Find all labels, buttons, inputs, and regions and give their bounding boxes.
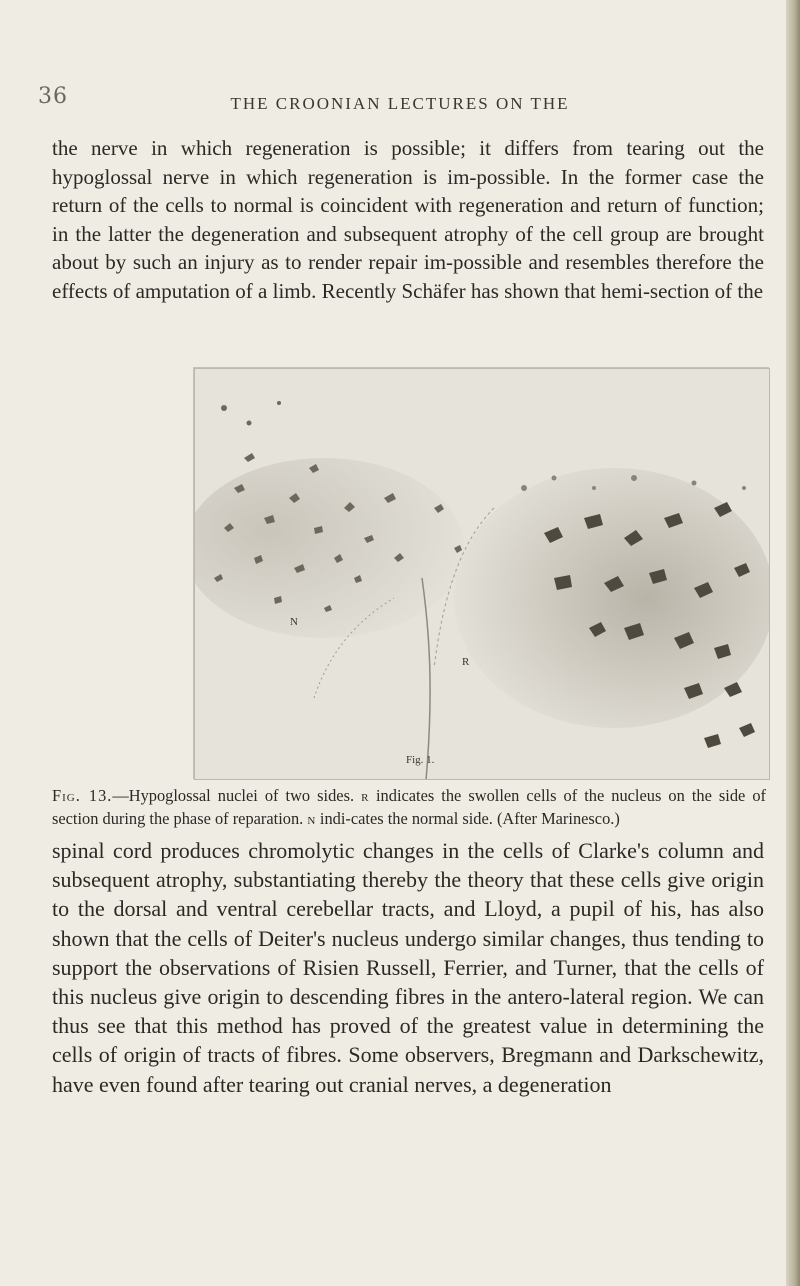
figure-hypoglossal-nuclei	[193, 367, 769, 779]
caption-part2: indicates the swollen cells of the nucleus on the side of section during the phase of reparation.	[52, 786, 766, 828]
page-number: 36	[38, 84, 68, 109]
caption-r: R	[361, 792, 369, 804]
page-edge	[786, 0, 800, 1286]
label-n: N	[290, 616, 298, 628]
paragraph-bottom: spinal cord produces chromolytic changes in the cells of Clarke's column and subsequent atrophy, substantiating thereby the theory that these cells give origin to the dorsal and ventral cerebellar tracts, and Lloyd, a pupil of his, has also shown that the cells of Deiter's nucleus undergo similar changes, thus tending to support the observations of Risien Russell, Ferrier, and Turner, that the cells of this nucleus give origin to descending fibres in the antero-lateral region. We can thus see that this method has proved of the greatest value in determining the cells of origin of tracts of fibres. Some observers, Bregmann and Darkschewitz, have even found after tearing out cranial nerves, a degeneration	[52, 838, 764, 1097]
paragraph-top: the nerve in which regeneration is possible; it differs from tearing out the hypoglossal nerve in which regeneration is im-possible. In the former case the return of the cells to normal is coincident with regeneration and return of function; in the latter the degeneration and subsequent atrophy of the cell group are brought about by such an injury as to render repair im-possible and resembles therefore the effects of amputation of a limb. Recently Schäfer has shown that hemi-section of the	[52, 136, 764, 303]
running-head: THE CROONIAN LECTURES ON THE	[230, 94, 570, 113]
figure-caption	[52, 786, 766, 831]
label-r: R	[462, 656, 470, 668]
caption-part3: indi-cates the normal side. (After Marinesco.)	[315, 808, 620, 828]
caption-part1: —Hypoglossal nuclei of two sides.	[112, 786, 362, 805]
figure-illustration	[194, 368, 770, 780]
caption-fig-number: Fig. 13.	[52, 786, 113, 805]
caption-n: N	[307, 814, 316, 827]
label-fig-inner: Fig. 1.	[406, 754, 435, 766]
